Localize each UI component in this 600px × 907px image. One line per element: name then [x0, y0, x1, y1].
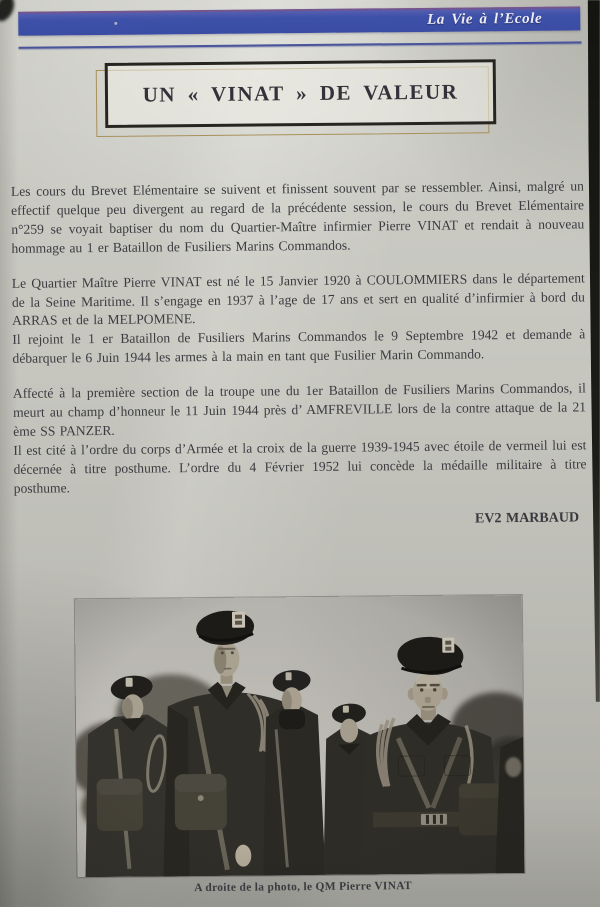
- author-signature: EV2 MARBAUD: [474, 510, 580, 527]
- paragraph-block: Il rejoint le 1 er Bataillon de Fusiliers Marins Commandos le 9 Septembre 1942 et demande à débarquer le 6 Juin 1944 les armes à la main en tant que Fusilier Marin Commando.: [12, 326, 586, 367]
- article-title: UN « VINAT » DE VALEUR: [142, 79, 459, 107]
- soldiers-photo: [75, 595, 525, 877]
- header-rule: [19, 41, 582, 48]
- dust-speck: [114, 22, 117, 25]
- photo-vignette: [75, 595, 525, 877]
- header-bar: [18, 6, 580, 35]
- article-body: [11, 177, 587, 498]
- paragraph-block: Le Quartier Maître Pierre VINAT est né le 15 Janvier 1920 à COULOMMIERS dans le département de la Seine Maritime. Il s’engage en 1937 à l’age de 17 ans et sert en qualité d’infirmier à bord du ARRAS et de la MELPOMENE.: [11, 270, 586, 329]
- section-title: La Vie à l’Ecole: [427, 10, 543, 28]
- photo-caption: A droite de la photo, le QM Pierre VINAT: [194, 880, 413, 895]
- paragraph: [12, 269, 586, 369]
- paragraph-block: Il est cité à l’ordre du corps d’Armée et la croix de la guerre 1939-1945 avec étoile de vermeil lui est décernée à titre posthume. L’ordre du 4 Février 1952 lui concède la médaille militaire à titre posthume.: [13, 437, 587, 496]
- paragraph-block: Les cours du Brevet Elémentaire se suivent et finissent souvent par se ressembler. Ainsi, malgré un effectif quelque peu divergent au regard de la précédente session, le cours du Brevet Elémentaire n°259 se voyait baptiser du nom du Quartier-Maître infirmier Pierre VINAT et rendait à nouveau hommage au 1 er Bataillon de Fusiliers Marins Commandos.: [10, 178, 585, 256]
- title-black-frame: [105, 59, 497, 128]
- photo-figure: [75, 595, 525, 877]
- article-title-box: [96, 59, 497, 137]
- paragraph: [13, 380, 587, 499]
- article: [11, 177, 587, 533]
- paragraph: [11, 177, 585, 258]
- paragraph-block: Affecté à la première section de la troupe une du 1er Bataillon de Fusiliers Marins Commandos, il meurt au champ d’honneur le 11 Juin 1944 près d’ AMFREVILLE lors de la contre attaque de la 21 ème SS PANZER.: [12, 380, 587, 439]
